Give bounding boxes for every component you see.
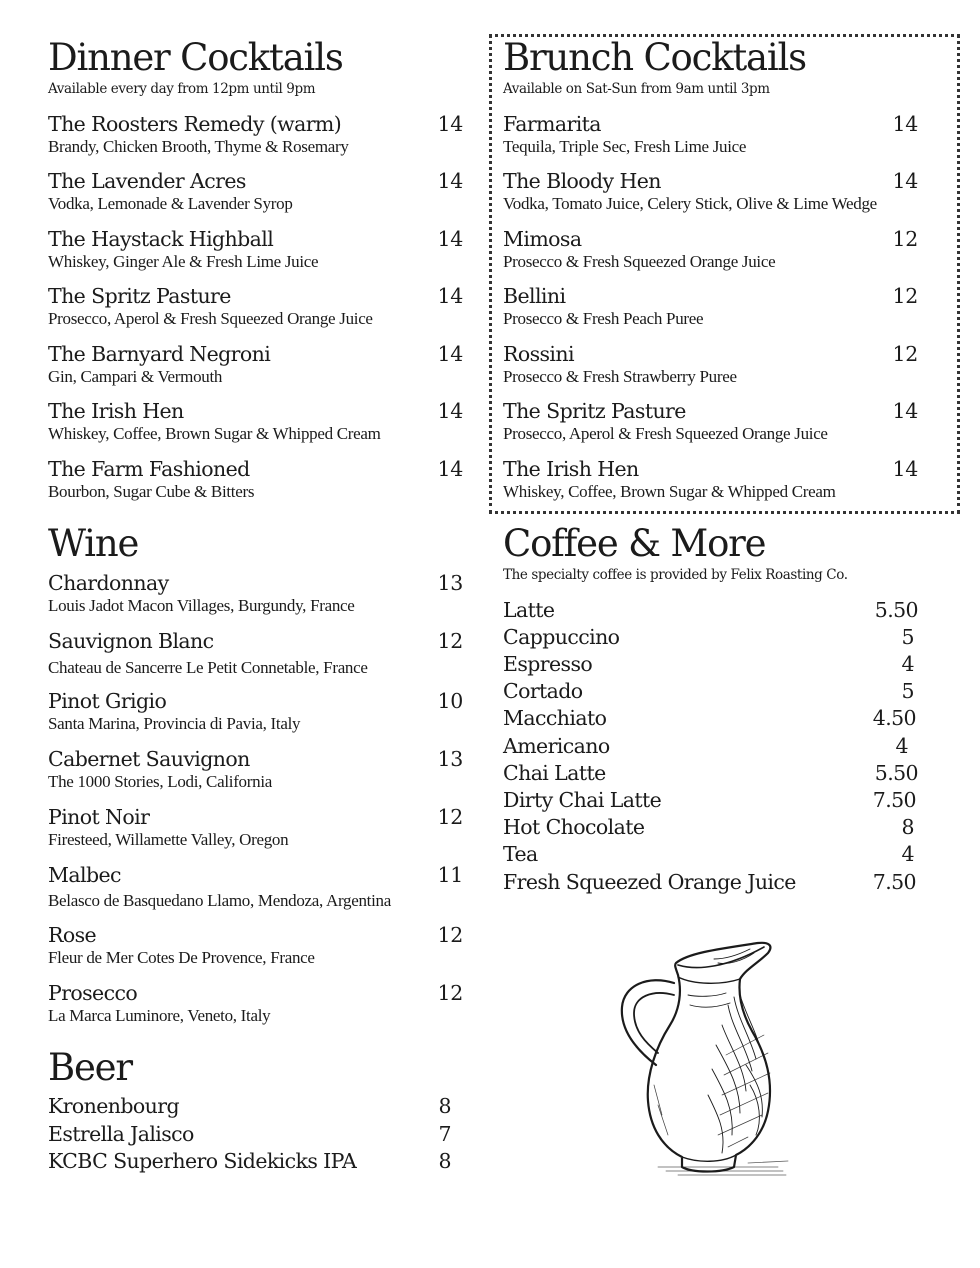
- item-name: Latte: [503, 598, 555, 622]
- item-description: Gin, Campari & Vermouth: [48, 367, 223, 386]
- item-price: 12: [437, 629, 463, 653]
- item-description: Prosecco, Aperol & Fresh Squeezed Orange Juice: [48, 309, 373, 328]
- item-description: Prosecco, Aperol & Fresh Squeezed Orange Juice: [503, 424, 828, 443]
- item-name: Kronenbourg: [48, 1094, 179, 1118]
- item-price: 4: [895, 734, 908, 758]
- item-name: Macchiato: [503, 706, 607, 730]
- item-description: Vodka, Tomato Juice, Celery Stick, Olive & Lime Wedge: [503, 194, 877, 213]
- item-description: The 1000 Stories, Lodi, California: [48, 772, 272, 791]
- item-description: Firesteed, Willamette Valley, Oregon: [48, 830, 289, 849]
- item-description: Vodka, Lemonade & Lavender Syrop: [48, 194, 293, 213]
- item-name: Cortado: [503, 679, 583, 703]
- item-description: Whiskey, Ginger Ale & Fresh Lime Juice: [48, 252, 319, 271]
- pitcher-illustration-icon: [618, 935, 798, 1190]
- item-price: 14: [437, 342, 463, 366]
- item-name: Mimosa: [503, 227, 582, 251]
- item-price: 4: [901, 652, 914, 676]
- item-name: The Farm Fashioned: [48, 457, 250, 481]
- item-description: Bourbon, Sugar Cube & Bitters: [48, 482, 255, 501]
- brunch-cocktails-subtitle: Available on Sat-Sun from 9am until 3pm: [503, 81, 770, 97]
- wine-title: Wine: [48, 522, 139, 565]
- coffee-title: Coffee & More: [503, 522, 766, 565]
- item-price: 5.50: [874, 598, 918, 622]
- item-name: Prosecco: [48, 981, 138, 1005]
- item-name: The Haystack Highball: [48, 227, 274, 251]
- item-name: The Spritz Pasture: [48, 284, 231, 308]
- beer-title: Beer: [48, 1046, 132, 1089]
- item-price: 4: [901, 842, 914, 866]
- item-price: 12: [892, 342, 918, 366]
- item-name: Sauvignon Blanc: [48, 629, 214, 653]
- item-name: Pinot Noir: [48, 805, 150, 829]
- item-price: 12: [892, 284, 918, 308]
- item-description: Prosecco & Fresh Strawberry Puree: [503, 367, 737, 386]
- item-description: Chateau de Sancerre Le Petit Connetable, France: [48, 658, 368, 677]
- item-description: Santa Marina, Provincia di Pavia, Italy: [48, 714, 301, 733]
- item-name: The Barnyard Negroni: [48, 342, 271, 366]
- item-price: 14: [437, 399, 463, 423]
- item-price: 14: [437, 112, 463, 136]
- item-price: 7: [438, 1122, 451, 1146]
- item-name: Rose: [48, 923, 97, 947]
- item-name: KCBC Superhero Sidekicks IPA: [48, 1149, 357, 1173]
- item-description: La Marca Luminore, Veneto, Italy: [48, 1006, 271, 1025]
- item-price: 4.50: [872, 706, 916, 730]
- item-description: Belasco de Basquedano Llamo, Mendoza, Argentina: [48, 891, 391, 910]
- item-price: 10: [437, 689, 463, 713]
- dinner-cocktails-subtitle: Available every day from 12pm until 9pm: [48, 81, 316, 97]
- item-price: 5: [901, 679, 914, 703]
- item-description: Whiskey, Coffee, Brown Sugar & Whipped Cream: [503, 482, 836, 501]
- item-description: Whiskey, Coffee, Brown Sugar & Whipped Cream: [48, 424, 381, 443]
- item-description: Tequila, Triple Sec, Fresh Lime Juice: [503, 137, 747, 156]
- item-price: 7.50: [872, 870, 916, 894]
- item-name: The Lavender Acres: [48, 169, 246, 193]
- item-price: 14: [892, 112, 918, 136]
- coffee-subtitle: The specialty coffee is provided by Felix Roasting Co.: [503, 567, 848, 583]
- item-name: Tea: [503, 842, 538, 866]
- item-price: 13: [437, 747, 463, 771]
- item-name: The Irish Hen: [503, 457, 639, 481]
- item-name: Rossini: [503, 342, 574, 366]
- item-name: The Bloody Hen: [503, 169, 661, 193]
- item-name: Espresso: [503, 652, 593, 676]
- item-name: Pinot Grigio: [48, 689, 167, 713]
- item-name: Cabernet Sauvignon: [48, 747, 250, 771]
- brunch-cocktails-title: Brunch Cocktails: [503, 36, 806, 79]
- item-name: Americano: [503, 734, 610, 758]
- item-price: 7.50: [872, 788, 916, 812]
- item-price: 14: [892, 169, 918, 193]
- item-price: 8: [438, 1149, 451, 1173]
- item-description: Prosecco & Fresh Squeezed Orange Juice: [503, 252, 776, 271]
- item-name: The Spritz Pasture: [503, 399, 686, 423]
- item-price: 5.50: [874, 761, 918, 785]
- item-description: Fleur de Mer Cotes De Provence, France: [48, 948, 315, 967]
- item-price: 11: [437, 863, 463, 887]
- item-price: 12: [437, 923, 463, 947]
- item-name: Estrella Jalisco: [48, 1122, 194, 1146]
- item-price: 14: [892, 457, 918, 481]
- item-name: Chardonnay: [48, 571, 169, 595]
- item-name: Cappuccino: [503, 625, 620, 649]
- item-name: Farmarita: [503, 112, 601, 136]
- item-name: Chai Latte: [503, 761, 606, 785]
- item-price: 14: [892, 399, 918, 423]
- item-price: 12: [437, 805, 463, 829]
- item-price: 13: [437, 571, 463, 595]
- item-description: Louis Jadot Macon Villages, Burgundy, France: [48, 596, 355, 615]
- item-price: 14: [437, 457, 463, 481]
- item-price: 8: [901, 815, 914, 839]
- item-name: Hot Chocolate: [503, 815, 645, 839]
- item-name: The Roosters Remedy (warm): [48, 112, 342, 136]
- item-price: 14: [437, 284, 463, 308]
- dinner-cocktails-title: Dinner Cocktails: [48, 36, 343, 79]
- item-name: Bellini: [503, 284, 566, 308]
- item-price: 5: [901, 625, 914, 649]
- item-description: Brandy, Chicken Brooth, Thyme & Rosemary: [48, 137, 349, 156]
- item-name: Dirty Chai Latte: [503, 788, 662, 812]
- item-name: Malbec: [48, 863, 121, 887]
- item-description: Prosecco & Fresh Peach Puree: [503, 309, 704, 328]
- item-price: 14: [437, 227, 463, 251]
- item-price: 8: [438, 1094, 451, 1118]
- item-name: The Irish Hen: [48, 399, 184, 423]
- item-price: 12: [892, 227, 918, 251]
- item-price: 14: [437, 169, 463, 193]
- item-price: 12: [437, 981, 463, 1005]
- item-name: Fresh Squeezed Orange Juice: [503, 870, 796, 894]
